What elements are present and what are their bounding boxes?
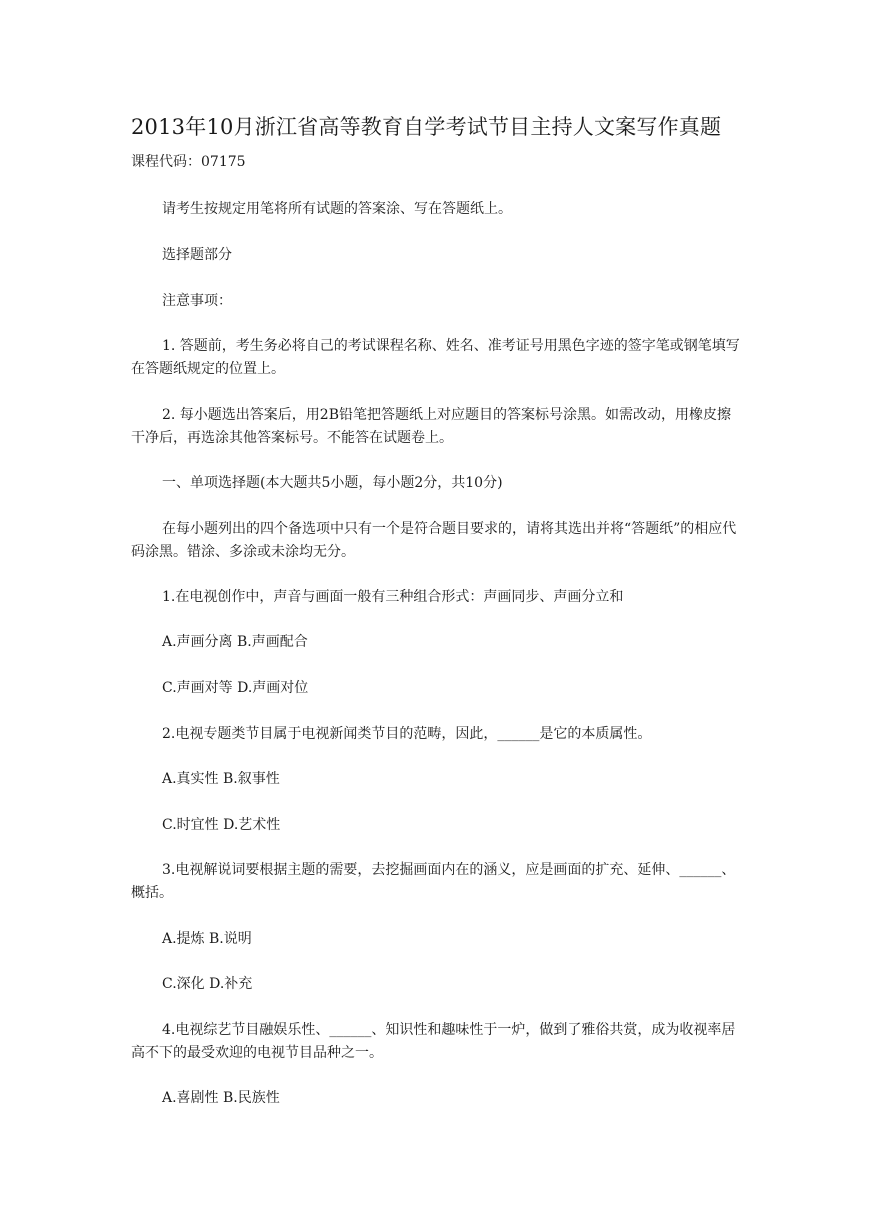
question-stem: 4.电视综艺节目融娱乐性、______、知识性和趣味性于一炉，做到了雅俗共赏，成为收视率居高不下的最受欢迎的电视节目品种之一。: [131, 1022, 736, 1061]
question-options: A.喜剧性 B.民族性: [162, 1090, 280, 1106]
question-options: C.深化 D.补充: [162, 976, 253, 992]
notice-item: 1. 答题前，考生务必将自己的考试课程名称、姓名、准考证号用黑色字迹的签字笔或钢笔填写在答题纸规定的位置上。: [131, 338, 740, 377]
notice-heading: 注意事项：: [162, 293, 232, 309]
question-stem: 2.电视专题类节目属于电视新闻类节目的范畴，因此，______是它的本质属性。: [162, 726, 652, 742]
document-title: 2013年10月浙江省高等教育自学考试节目主持人文案写作真题: [131, 115, 722, 139]
section-instructions: 在每小题列出的四个备选项中只有一个是符合题目要求的，请将其选出并将“答题纸”的相应代码涂黑。错涂、多涂或未涂均无分。: [131, 521, 737, 560]
question-options: A.提炼 B.说明: [162, 931, 252, 947]
question-stem: 1.在电视创作中，声音与画面一般有三种组合形式：声画同步、声画分立和: [162, 589, 624, 605]
question-options: A.声画分离 B.声画配合: [162, 634, 308, 650]
notice-item: 2. 每小题选出答案后，用2B铅笔把答题纸上对应题目的答案标号涂黑。如需改动，用橡皮擦干净后，再选涂其他答案标号。不能答在试题卷上。: [131, 407, 732, 446]
question-options: C.声画对等 D.声画对位: [162, 680, 309, 696]
question-options: A.真实性 B.叙事性: [162, 771, 280, 787]
question-options: C.时宜性 D.艺术性: [162, 817, 281, 833]
question-section-heading: 一、单项选择题(本大题共5小题，每小题2分，共10分): [162, 475, 503, 491]
course-code: 课程代码：07175: [131, 154, 246, 170]
question-stem: 3.电视解说词要根据主题的需要，去挖掘画面内在的涵义，应是画面的扩充、延伸、______、概括。: [131, 862, 736, 901]
section-heading: 选择题部分: [162, 247, 232, 263]
instruction-paragraph: 请考生按规定用笔将所有试题的答案涂、写在答题纸上。: [162, 201, 512, 217]
